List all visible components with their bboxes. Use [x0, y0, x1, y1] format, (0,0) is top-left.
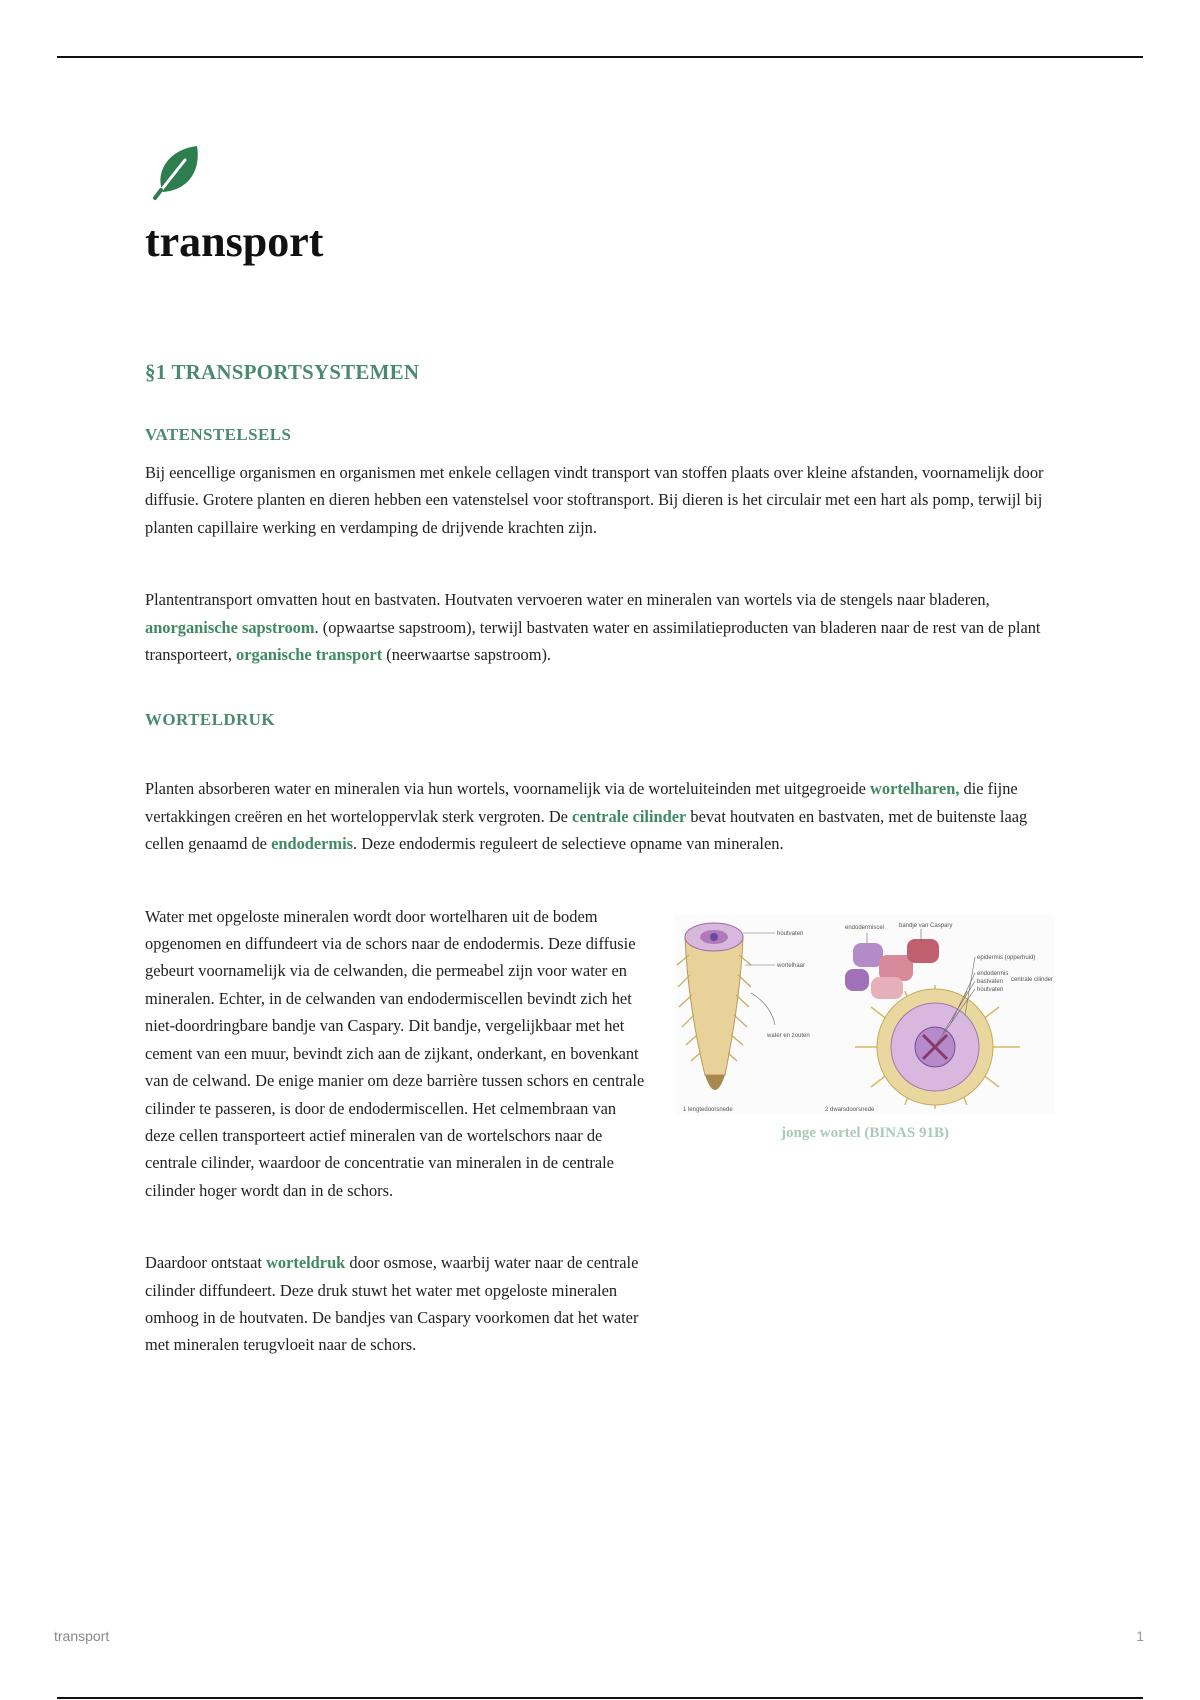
paragraph-vatenstelsels-1: Bij eencellige organismen en organismen met enkele cellagen vindt transport van stoffen plaats over kleine afstanden, voornamelijk door diffusie. Grotere planten en dieren hebben een vatenstelsel voor stoftransport. Bij dieren is het circulair met een hart als pomp, terwijl bij planten capillaire werking en verdamping de drijvende krachten zijn.	[145, 463, 1044, 537]
figure-label: endodermiscel	[845, 924, 885, 931]
subheading-worteldruk: WORTELDRUK	[145, 710, 275, 730]
figure-column	[675, 915, 1055, 1359]
section-heading: §1 TRANSPORTSYSTEMEN	[145, 360, 420, 384]
paragraph-worteldruk-2: Water met opgeloste mineralen wordt door wortelharen uit de bodem opgenomen en diffundeert via de schors naar de endodermis. Deze diffusie gebeurt voornamelijk via de celwanden, die permeabel zijn voor water en mineralen. Echter, in de celwanden van endodermiscellen bevindt zich het niet-doordringbare bandje van Caspary. Dit bandje, vergelijkbaar met het cement van een muur, bevindt zich aan de zijkant, onderkant, en bovenkant van de celwand. De enige manier om deze barrière tussen schors en centrale cilinder te passeren, is door de endodermiscellen. Het celmembraan van deze cellen transporteert actief mineralen van de wortelschors naar de centrale cilinder, waardoor de concentratie van mineralen in de centrale cilinder hoger wordt dan in de schors.	[145, 906, 645, 1200]
figure-label: bastvaten	[977, 978, 1004, 985]
page-title: transport	[145, 217, 324, 266]
paragraph-worteldruk-1	[145, 775, 1055, 857]
leaf-icon	[145, 140, 207, 202]
figure-label: epidermis (opperhuid)	[977, 954, 1036, 961]
text-column	[145, 903, 645, 1359]
highlight-term: wortelharen,	[870, 779, 960, 799]
text-run: Plantentransport omvatten hout en bastvaten. Houtvaten vervoeren water en mineralen van wortels via de stengels naar bladeren,	[145, 590, 990, 610]
text-run: Planten absorberen water en mineralen via hun wortels, voornamelijk via de worteluiteinden met uitgegroeide	[145, 779, 871, 799]
figure-caption: jonge wortel (BINAS 91B)	[781, 1124, 949, 1141]
highlight-term: centrale cilinder	[572, 806, 687, 826]
text-run: . Deze endodermis reguleert de selectieve opname van mineralen.	[353, 834, 784, 854]
figure-label: wortelhaar	[777, 962, 806, 969]
root-diagram-image	[675, 915, 1055, 1115]
highlight-term: organische transport	[236, 645, 383, 665]
page-number: 1	[1136, 1628, 1144, 1644]
figure-label: houtvaten	[977, 986, 1004, 993]
paragraph-worteldruk-3	[145, 1249, 645, 1359]
text-run: . (opwaartse sapstroom), terwijl bastvaten water en assimilatieproducten van bladeren naar de rest van de plant transporteert,	[145, 617, 1041, 665]
figure-label: houtvaten	[777, 930, 804, 937]
figure-label: centrale cilinder	[1011, 976, 1054, 983]
document-page	[145, 140, 1055, 1359]
text-run: door osmose, waarbij water naar de centrale cilinder diffundeert. Deze druk stuwt het water met opgeloste mineralen omhoog in de houtvaten. De bandjes van Caspary voorkomen dat het water met mineralen terugvloeit naar de schors.	[145, 1253, 639, 1355]
figure-label: endodermis	[977, 970, 1009, 977]
figure-label: bandje van Caspary	[899, 922, 953, 929]
bottom-rule	[57, 1697, 1143, 1699]
text-run: bevat houtvaten en bastvaten, met de buitenste laag cellen genaamd de	[145, 806, 1028, 854]
highlight-term: worteldruk	[266, 1253, 346, 1273]
figure-label: 1 lengtedoorsnede	[683, 1106, 733, 1113]
paragraph-vatenstelsels-2	[145, 586, 1055, 668]
top-rule	[57, 56, 1143, 58]
figure-label: water en zouten	[767, 1032, 810, 1039]
footer-label: transport	[54, 1628, 110, 1644]
two-column-section	[145, 903, 1055, 1359]
text-run: Daardoor ontstaat	[145, 1253, 267, 1273]
text-run: (neerwaartse sapstroom).	[382, 645, 552, 665]
highlight-term: endodermis	[271, 834, 354, 854]
text-run: die fijne vertakkingen creëren en het worteloppervlak sterk vergroten. De	[145, 779, 1018, 826]
figure-label: 2 dwarsdoorsnede	[825, 1106, 875, 1113]
subheading-vatenstelsels: VATENSTELSELS	[145, 425, 292, 444]
highlight-term: anorganische sapstroom	[145, 617, 315, 637]
